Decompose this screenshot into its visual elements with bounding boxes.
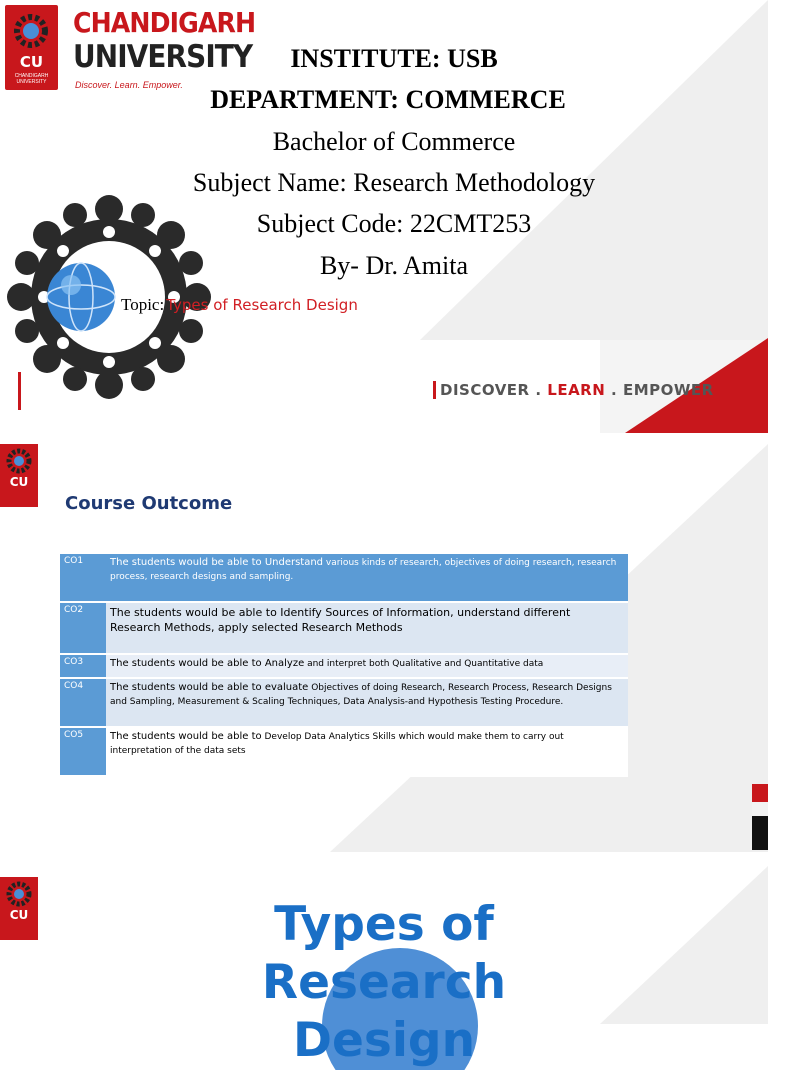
co-code: CO5 [60, 727, 106, 776]
table-row [60, 654, 628, 678]
program-name: Bachelor of Commerce [272, 127, 516, 156]
emblem-text: CU [9, 475, 29, 489]
footer-learn: LEARN [547, 381, 606, 399]
co-code: CO3 [60, 654, 106, 678]
topic-label: Topic: [121, 295, 165, 314]
section-title-slide [0, 866, 768, 1068]
table-row [60, 678, 628, 727]
course-outcome-slide [0, 444, 768, 852]
emblem-text: CU [19, 53, 44, 71]
slide-title: Course Outcome [65, 493, 233, 514]
author: By- Dr. Amita [319, 251, 469, 280]
course-outcome-table [60, 554, 628, 777]
footer-discover: DISCOVER . [440, 381, 542, 399]
emblem-text: CU [9, 908, 29, 922]
section-title [0, 896, 768, 1070]
topic-value: Types of Research Design [166, 296, 358, 314]
co-code: CO1 [60, 554, 106, 602]
co-description: The students would be able to Identify Sources of Information, understand different Research Methods, apply selected Research Methods [106, 602, 628, 654]
logo-name-2: UNIVERSITY [73, 39, 253, 75]
footer-tagline [433, 381, 714, 399]
title-line-3: Design [292, 1013, 476, 1068]
topic-line [121, 295, 358, 315]
table-row [60, 727, 628, 776]
logo-name: CHANDIGARH [73, 6, 256, 39]
table-row [60, 602, 628, 654]
footer-empower: . EMPOWER [611, 381, 714, 399]
co-code: CO4 [60, 678, 106, 727]
institute-heading: INSTITUTE: USB [290, 44, 498, 73]
co-description: The students would be able to Develop Data Analytics Skills which would make them to carry out interpretation of the data sets [106, 727, 628, 776]
table-row [60, 554, 628, 602]
subject-code: Subject Code: 22CMT253 [256, 209, 532, 238]
red-accent-bar [18, 372, 21, 410]
emblem-subtext: CHANDIGARH UNIVERSITY [14, 73, 49, 85]
co-description: The students would be able to Analyze and interpret both Qualitative and Quantitative data [106, 654, 628, 678]
title-line-2: Research [261, 955, 507, 1010]
title-slide [0, 0, 768, 433]
co-description: The students would be able to evaluate Objectives of doing Research, Research Process, Research Designs and Sampling, Measurement & Scaling Techniques, Data Analysis-and Hypothesis Testing Procedure. [106, 678, 628, 727]
department-heading: DEPARTMENT: COMMERCE [210, 85, 566, 114]
slide-logo [0, 444, 38, 507]
gear-globe-icon [0, 444, 38, 478]
co-description: The students would be able to Understand various kinds of research, objectives of doing research, research process, research designs and sampling. [106, 554, 628, 602]
subject-name: Subject Name: Research Methodology [192, 168, 596, 197]
logo-tagline: Discover. Learn. Empower. [75, 80, 183, 90]
co-code: CO2 [60, 602, 106, 654]
title-line-1: Types of [274, 897, 494, 952]
